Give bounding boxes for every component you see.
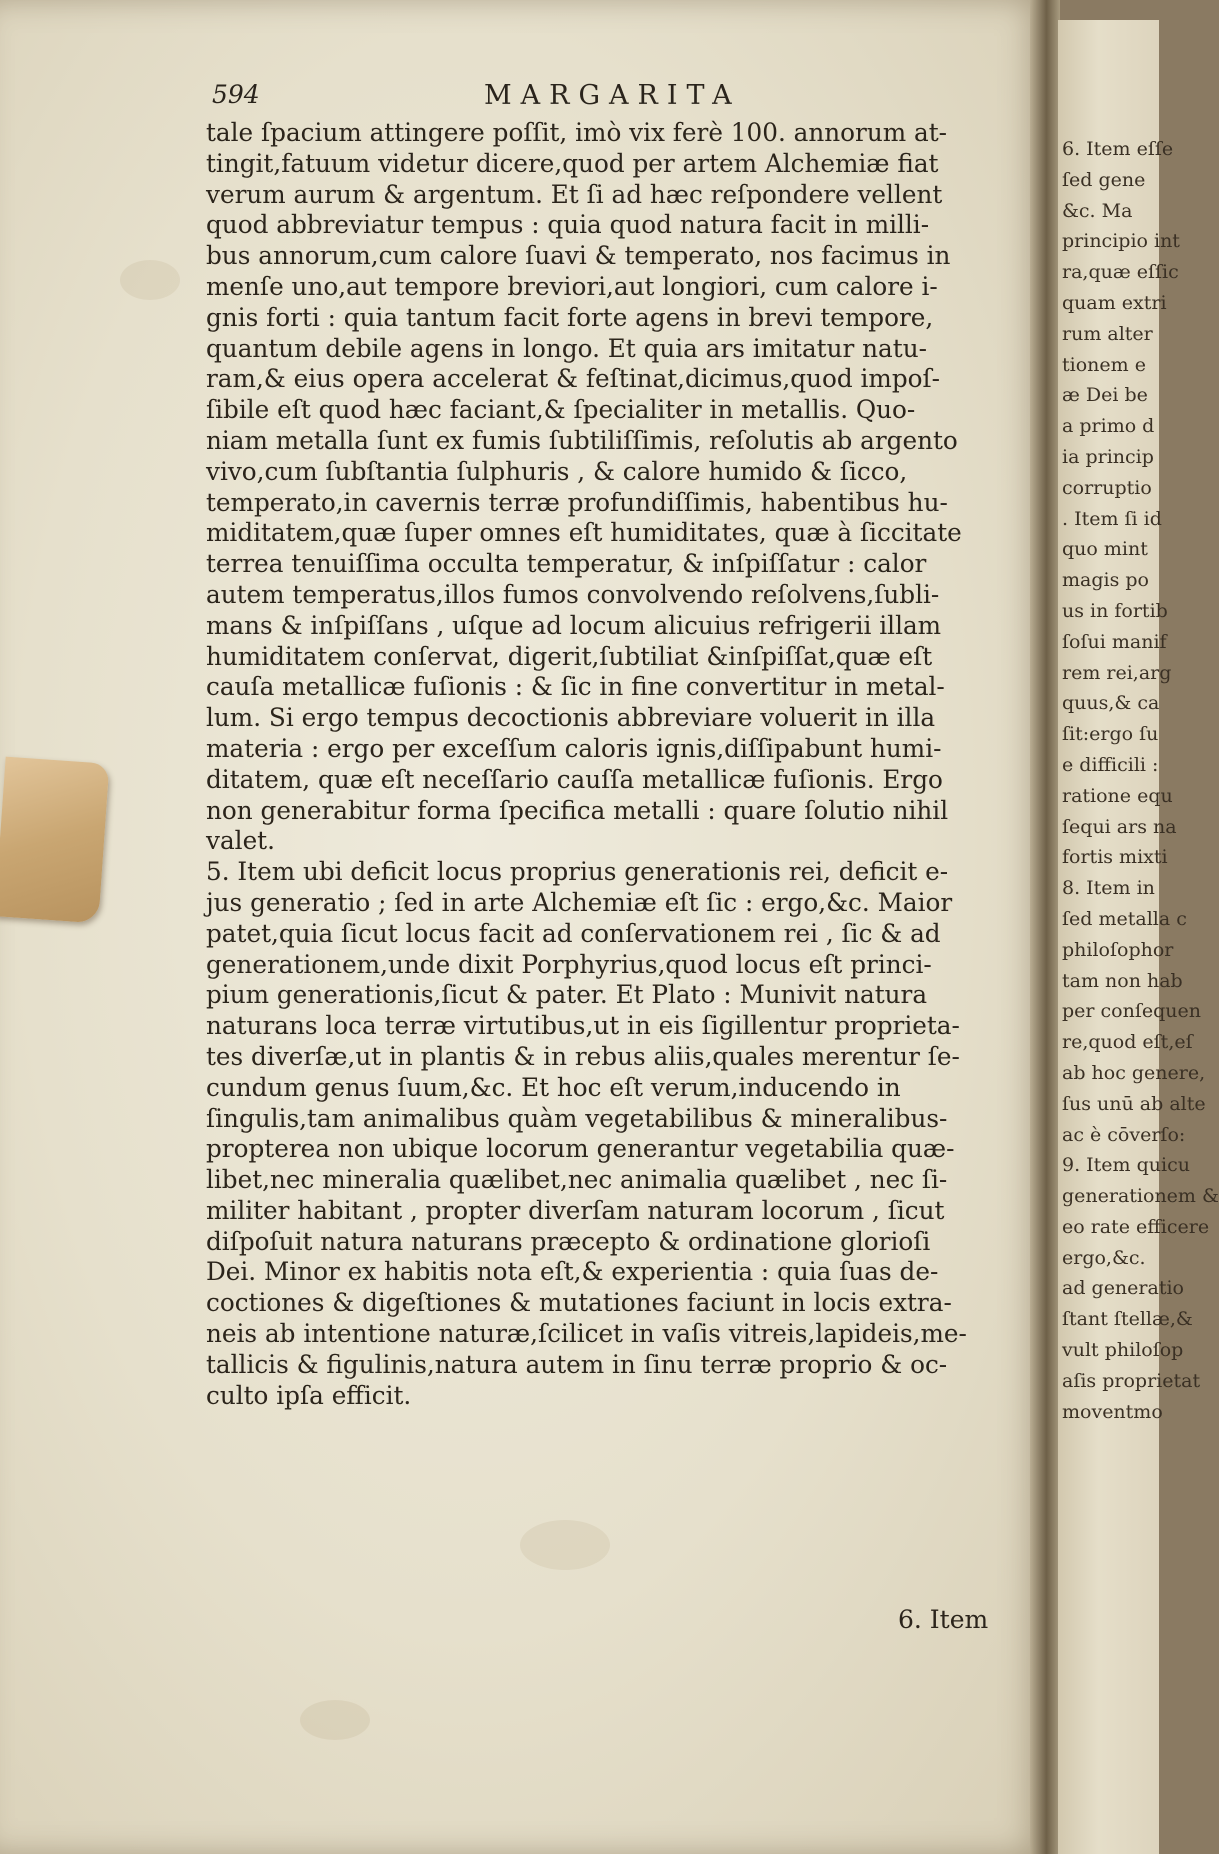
facing-text-line: 9. Item quicu [1062,1154,1190,1177]
facing-text-line: ad generatio [1062,1277,1184,1300]
text-line: humiditatem conſervat, digerit,ſubtiliat &inſpiſſat,quæ eſt [206,641,933,671]
facing-text-line: eo rate efficere [1062,1215,1210,1238]
text-line: tale ſpacium attingere poſſit, imò vix ferè 100. annorum at- [206,118,948,147]
facing-text-line: ſed gene [1062,168,1146,191]
text-line: jus generatio ; ſed in arte Alchemiæ eſt ſic : ergo,&c. Maior [206,887,953,917]
text-line: bus annorum,cum calore ſuavi & temperato, nos facimus in [206,241,951,271]
text-line: generationem,unde dixit Porphyrius,quod locus eſt princi- [206,949,932,979]
text-line: niam metalla ſunt ex fumis ſubtiliſſimis, reſolutis ab argento [206,425,958,455]
text-line: 5. Item ubi deficit locus proprius generationis rei, deficit e- [206,857,949,887]
facing-text-line: tam non hab [1062,969,1183,992]
text-line: naturans loca terræ virtutibus,ut in eis ſigillentur proprieta- [206,1011,960,1041]
facing-text-line: &c. Ma [1062,199,1133,222]
facing-text-line: . Item ſi id [1062,507,1162,530]
text-line: valet. [206,826,275,856]
facing-text-line: moventmo [1062,1400,1163,1423]
facing-text-line: ac è cōverſo: [1062,1123,1186,1146]
facing-text-line: ſit:ergo ſu [1062,723,1159,746]
facing-text-line: ſoſui manif [1062,630,1167,653]
text-line: coctiones & digeſtiones & mutationes faciunt in locis extra- [206,1288,952,1318]
facing-text-line: vult philoſop [1062,1339,1184,1362]
facing-text-line: ſus unū ab alte [1062,1092,1206,1115]
text-line: non generabitur forma ſpecifica metalli : quare ſolutio nihil [206,795,949,825]
paper-stain [300,1700,370,1740]
catchword: 6. Item [898,1605,989,1634]
text-line: lum. Si ergo tempus decoctionis abbreviare voluerit in illa [206,703,936,733]
facing-text-line: ia princip [1062,445,1154,468]
facing-text-line: quo mint [1062,538,1148,561]
text-line: gnis forti : quia tantum facit forte agens in brevi tempore, [206,302,934,332]
page-header [212,80,1012,114]
facing-text-line: 6. Item eſſe [1062,138,1174,160]
text-line: tes diverſæ,ut in plantis & in rebus aliis,quales merentur ſe- [206,1041,960,1071]
text-line: quod abbreviatur tempus : quia quod natura facit in milli- [206,210,930,240]
facing-text-line: fortis mixti [1062,846,1168,869]
text-line: cauſa metallicæ fuſionis : & ſic in fine convertitur in metal- [206,672,945,702]
facing-text-line: corruptio [1062,476,1152,499]
text-line: mans & inſpiſſans , uſque ad locum alicuius refrigerii illam [206,610,942,640]
facing-text-line: per conſequen [1062,1000,1202,1023]
text-line: ſingulis,tam animalibus quàm vegetabilibus & mineralibus- [206,1103,948,1133]
text-line: vivo,cum ſubſtantia ſulphuris , & calore humido & ſicco, [206,456,908,486]
paper-bookmark [0,757,109,924]
text-line: terrea tenuiſſima occulta temperatur, & inſpiſſatur : calor [206,549,927,579]
facing-text-line: ergo,&c. [1062,1246,1146,1269]
facing-text-line: ra,quæ eſſic [1062,261,1179,284]
paper-stain [520,1520,610,1570]
text-line: verum aurum & argentum. Et ſi ad hæc reſpondere vellent [206,179,943,209]
facing-text-line: tionem e [1062,353,1146,376]
page-number: 594 [212,80,260,109]
facing-text-line: rem rei,arg [1062,661,1172,684]
running-head: MARGARITA [484,80,741,111]
text-line: miditatem,quæ ſuper omnes eſt humiditates, quæ à ſiccitate [206,518,962,548]
facing-text-line: æ Dei be [1062,384,1148,407]
text-line: ditatem, quæ eſt neceſſario cauſſa metallicæ fuſionis. Ergo [206,764,943,794]
text-line: ram,& eius opera accelerat & feſtinat,dicimus,quod impoſ- [206,364,941,394]
text-line: neis ab intentione naturæ,ſcilicet in vaſis vitreis,lapideis,me- [206,1319,967,1349]
text-line: cundum genus ſuum,&c. Et hoc eſt verum,inducendo in [206,1072,901,1102]
facing-text-line: ſequi ars na [1062,815,1177,838]
facing-text-line: 8. Item in [1062,877,1155,900]
facing-text-line: quus,& ca [1062,692,1160,715]
text-line: militer habitant , propter diverſam naturam locorum , ſicut [206,1195,945,1225]
facing-page [1058,20,1219,1854]
facing-text-line: rum alter [1062,322,1153,345]
book-gutter [1030,0,1060,1854]
facing-text-line: ab hoc genere, [1062,1061,1206,1084]
text-line: temperato,in cavernis terræ profundiſſimis, habentibus hu- [206,487,948,517]
text-line: pium generationis,ſicut & pater. Et Plato : Munivit natura [206,980,928,1010]
text-line: patet,quia ſicut locus facit ad conſervationem rei , ſic & ad [206,918,941,948]
facing-text-line: ſtant ſtellæ,& [1062,1308,1193,1331]
text-line: propterea non ubique locorum generantur vegetabilia quæ- [206,1134,955,1164]
facing-text-line: principio int [1062,230,1180,253]
facing-text-line: e difficili : [1062,753,1159,776]
text-line: tingit,fatuum videtur dicere,quod per artem Alchemiæ fiat [206,148,939,178]
facing-text-line: us in fortib [1062,599,1168,622]
facing-text-line: ratione equ [1062,784,1173,807]
facing-text-line: a primo d [1062,415,1155,438]
facing-text-line: philoſophor [1062,938,1174,961]
text-line: menſe uno,aut tempore breviori,aut longiori, cum calore i- [206,271,938,301]
text-line: quantum debile agens in longo. Et quia ars imitatur natu- [206,333,927,363]
facing-text-line: ſed metalla c [1062,907,1187,930]
facing-text-line: aſis proprietat [1062,1369,1201,1392]
text-line: culto ipſa efficit. [206,1380,412,1410]
facing-text-line: generationem & [1062,1185,1219,1208]
body-text [206,118,1026,1411]
text-line: autem temperatus,illos fumos convolvendo reſolvens,ſubli- [206,579,940,609]
text-line: ſibile eſt quod hæc faciant,& ſpecialiter in metallis. Quo- [206,395,916,425]
text-line: materia : ergo per exceſſum caloris ignis,diſſipabunt humi- [206,733,942,763]
text-line: tallicis & figulinis,natura autem in ſinu terræ proprio & oc- [206,1349,948,1379]
text-line: diſpoſuit natura naturans præcepto & ordinatione glorioſi [206,1226,931,1256]
text-line: Dei. Minor ex habitis nota eſt,& experientia : quia ſuas de- [206,1257,939,1287]
text-line: libet,nec mineralia quælibet,nec animalia quælibet , nec ſi- [206,1165,948,1195]
paper-stain [120,260,180,300]
facing-text-line: magis po [1062,569,1149,592]
facing-text-line: quam extri [1062,291,1167,314]
facing-text-line: re,quod eſt,eſ [1062,1031,1193,1054]
facing-page-text [1062,134,1219,1427]
